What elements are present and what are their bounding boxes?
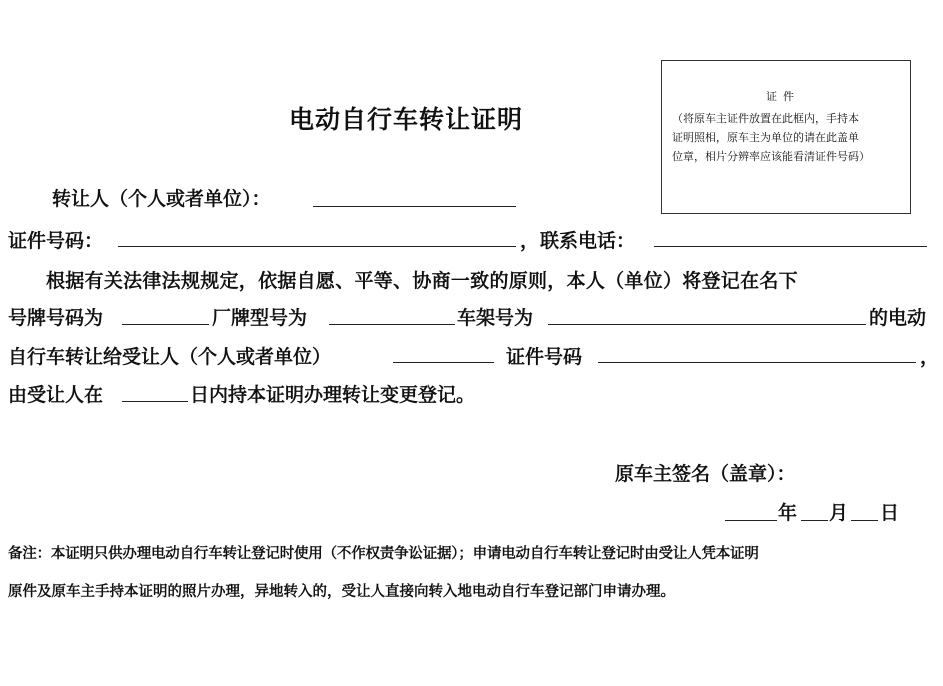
plate-number-label: 号牌号码为 [8, 307, 104, 329]
transferee-id-label: 证件号码 [506, 346, 583, 368]
end-comma: ， [920, 346, 940, 368]
photo-box-heading: 证件 [766, 90, 800, 103]
frame-number-label: 车架号为 [457, 307, 534, 329]
ebike-label: 的电动 [869, 307, 927, 329]
plate-number-field[interactable] [122, 324, 209, 325]
within-label: 由受让人在 [8, 384, 104, 406]
paragraph-line-1: 根据有关法律法规规定，依据自愿、平等、协商一致的原则，本人（单位）将登记在名下 [46, 270, 798, 292]
day-label: 日 [880, 502, 900, 524]
brand-model-label: 厂牌型号为 [212, 307, 308, 329]
note-line-1: 备注：本证明只供办理电动自行车转让登记时使用（不作权责争讼证据）；申请电动自行车转让登记时由受让人凭本证明 [8, 546, 759, 562]
frame-number-field[interactable] [548, 324, 866, 325]
days-text: 日内持本证明办理转让变更登记。 [190, 384, 476, 406]
days-field[interactable] [122, 401, 188, 402]
month-label: 月 [829, 502, 849, 524]
comma: ， [520, 230, 540, 252]
year-label: 年 [778, 502, 798, 524]
transferee-field[interactable] [393, 362, 494, 363]
signature-label: 原车主签名（盖章）： [615, 463, 796, 485]
document-title: 电动自行车转让证明 [289, 105, 524, 134]
phone-label: 联系电话： [540, 230, 636, 252]
phone-field[interactable] [654, 246, 927, 247]
note-line-2: 原件及原车主手持本证明的照片办理，异地转入的，受让人直接向转入地电动自行车登记部门申请办理。 [8, 584, 675, 600]
id-number-field[interactable] [118, 246, 516, 247]
day-field[interactable] [851, 520, 878, 521]
month-field[interactable] [801, 520, 828, 521]
transfer-to-label: 自行车转让给受让人（个人或者单位） [8, 346, 332, 368]
photo-box-instruction-1: （将原车主证件放置在此框内，手持本 [672, 112, 859, 125]
photo-box-instruction-3: 位章，相片分辨率应该能看清证件号码） [672, 150, 870, 163]
id-number-label: 证件号码： [8, 230, 104, 252]
year-field[interactable] [725, 520, 777, 521]
photo-box-instruction-2: 证明照相，原车主为单位的请在此盖单 [672, 131, 859, 144]
brand-model-field[interactable] [329, 324, 455, 325]
transferor-field[interactable] [313, 206, 516, 207]
transferor-label: 转让人（个人或者单位）： [52, 188, 271, 210]
transferee-id-field[interactable] [598, 362, 916, 363]
